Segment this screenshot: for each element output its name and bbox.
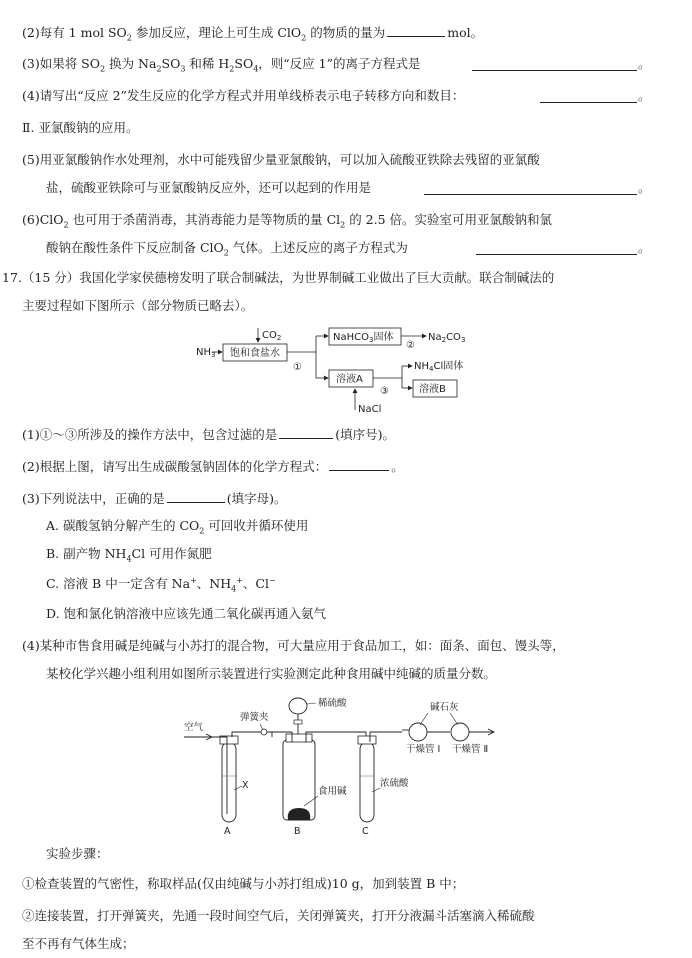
label-b: B [294,826,301,836]
q17-part4-line1: (4)某种市售食用碱是纯碱与小苏打的混合物，可大量应用于食品加工，如：面条、面包、馒头等， [22,638,565,653]
step2-label: ② [406,340,415,351]
q16-part6-line1: (6)ClO$_2$ 也可用于杀菌消毒，其消毒能力是等物质的量 $Cl_2$ 的 2.5 倍。实验室可用亚氯酸钠和氯 [22,212,553,230]
period: 。 [638,88,651,103]
option-b: B. 副产物 $NH_4Cl$ 可用作氮肥 [46,546,212,564]
answer-blank[interactable] [540,90,637,103]
drying-tube-1 [409,723,427,741]
co2-label: $CO_2$ [262,330,282,342]
funnel-stopcock[interactable] [294,720,302,724]
period: 。 [638,180,651,195]
answer-blank[interactable] [476,242,637,255]
steps-heading: 实验步骤： [46,846,109,861]
answer-blank[interactable] [167,490,225,503]
label-a: A [224,826,231,836]
step-2-line2: 至不再有气体生成； [22,936,135,951]
solution-a-label: 溶液A [336,374,363,385]
q16-part5-line2: 盐，硫酸亚铁除可与亚氯酸钠反应外，还可以起到的作用是 [46,180,372,195]
dilute-acid-label: 稀硫酸 [318,698,347,709]
q17-part4-line2: 某校化学兴趣小组利用如图所示装置进行实验测定此种食用碱中纯碱的质量分数。 [46,666,497,681]
answer-blank[interactable] [424,182,637,195]
section-heading: Ⅱ. 亚氯酸钠的应用。 [22,120,139,135]
q16-part6-line2: 酸钠在酸性条件下反应制备 ClO$_2$ 气体。上述反应的离子方程式为 [46,240,408,258]
na2co3-label: $Na_2CO_3$ [428,332,466,344]
conc-acid-label: 浓硫酸 [380,778,409,789]
flow-diagram [190,322,490,418]
nh3-label: $NH_3$ [196,347,216,359]
air-label: 空气 [184,722,204,733]
answer-blank[interactable] [472,58,637,71]
tube-a [222,742,236,822]
nacl-label: NaCl [358,404,382,415]
brine-label: 饱和食盐水 [230,348,280,359]
period: 。 [638,240,651,255]
q17-part3: (3)下列说法中，正确的是 (填字母)。 [22,491,287,506]
answer-blank[interactable] [329,458,389,471]
label-c: C [362,826,369,836]
q17-part1: (1)①～③所涉及的操作方法中，包含过滤的是 (填序号)。 [22,427,395,442]
food-soda-label: 食用碱 [318,786,347,797]
q16-part3: (3)如果将 $SO_2$ 换为 $Na_2SO_3$ 和稀 $H_2SO_4$，则“反应 1”的离子方程式是 [22,56,421,74]
q17-intro-line1: 17.（15 分）我国化学家侯德榜发明了联合制碱法，为世界制碱工业做出了巨大贡献。联合制碱法的 [2,270,555,285]
q16-part4: (4)请写出“反应 2”发生反应的化学方程式并用单线桥表示电子转移方向和数目： [22,88,465,103]
soda-lime-label: 碱石灰 [430,702,459,713]
answer-blank[interactable] [387,24,445,37]
drying-tube-2-label: 干燥管 Ⅱ [452,744,489,755]
nahco3-label: NaHCO$_3$固体 [333,332,394,344]
option-c: C. 溶液 B 中一定含有 Na+、$NH_4^+$、Cl− [46,575,276,594]
answer-blank[interactable] [279,426,333,439]
nh4cl-label: $NH_4Cl$固体 [414,361,464,373]
apparatus-diagram [180,694,520,836]
q16-part2: (2)每有 1 mol $SO_2$ 参加反应，理论上可生成 ClO$_2$ 的物质的量为 mol。 [22,25,484,43]
period: 。 [638,56,651,71]
drying-tube-2 [451,723,469,741]
spring-clamp[interactable] [261,729,267,735]
tube-c [360,742,374,822]
clamp-label: 弹簧夹 [240,712,269,723]
reagent-x-label: X [242,780,249,791]
step3-label: ③ [380,386,389,397]
step1-label: ① [293,362,302,373]
step-1: ①检查装置的气密性，称取样品(仅由纯碱与小苏打组成)10 g，加到装置 B 中； [22,876,465,891]
drying-tube-1-label: 干燥管 Ⅰ [406,744,441,755]
q17-intro-line2: 主要过程如下图所示（部分物质已略去）。 [22,298,254,313]
option-d: D. 饱和氯化钠溶液中应该先通二氧化碳再通入氨气 [46,606,327,621]
separatory-funnel [289,698,307,714]
option-a: A. 碳酸氢钠分解产生的 $CO_2$ 可回收并循环使用 [46,518,309,536]
step-2-line1: ②连接装置，打开弹簧夹，先通一段时间空气后，关闭弹簧夹，打开分液漏斗活塞滴入稀硫酸 [22,908,535,923]
solution-b-label: 溶液B [419,384,446,395]
q16-part5-line1: (5)用亚氯酸钠作水处理剂，水中可能残留少量亚氯酸钠，可以加入硫酸亚铁除去残留的亚氯酸 [22,152,540,167]
q17-part2: (2)根据上图，请写出生成碳酸氢钠固体的化学方程式： 。 [22,459,404,474]
